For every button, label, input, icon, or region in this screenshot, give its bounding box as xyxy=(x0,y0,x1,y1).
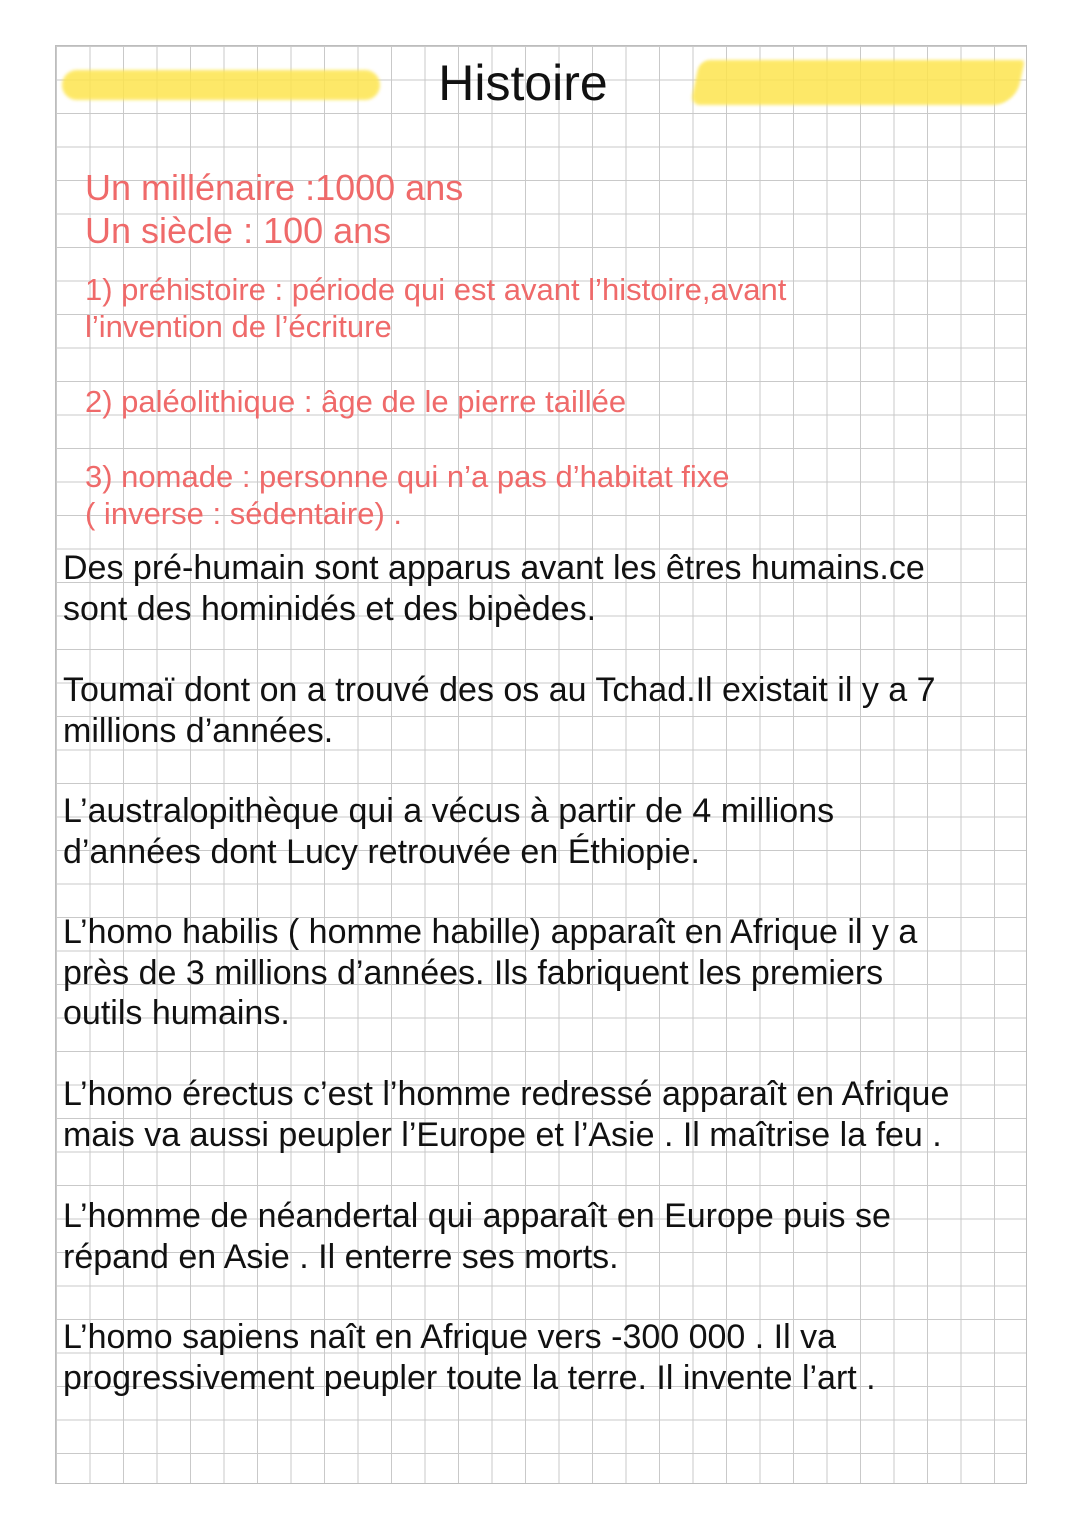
definition-nomade-line2: ( inverse : sédentaire) . xyxy=(85,496,403,531)
definition-millenaire: Un millénaire :1000 ans xyxy=(85,167,464,208)
paragraph-neandertal: L’homme de néandertal qui apparaît en Europe puis se répand en Asie . Il enterre ses morts. xyxy=(63,1197,891,1276)
paragraph-pre-humains: Des pré-humain sont apparus avant les êtres humains.ce sont des hominidés et des bipèdes. xyxy=(63,549,925,628)
paragraph-homo-habilis: L’homo habilis ( homme habille) apparaît en Afrique il y a près de 3 millions d’années. Ils fabriquent les premiers outils humains. xyxy=(63,913,918,1032)
paragraph-homo-sapiens: L’homo sapiens naît en Afrique vers -300 000 . Il va progressivement peupler toute la terre. Il invente l’art . xyxy=(63,1318,876,1397)
page-title: Histoire xyxy=(438,55,608,111)
definition-nomade-line1: 3) nomade : personne qui n’a pas d’habitat fixe xyxy=(85,459,730,494)
paragraph-toumai: Toumaï dont on a trouvé des os au Tchad.Il existait il y a 7 millions d’années. xyxy=(63,671,936,750)
definition-prehistoire-line1: 1) préhistoire : période qui est avant l’histoire,avant xyxy=(85,272,787,307)
definition-prehistoire-line2: l’invention de l’écriture xyxy=(85,309,392,344)
definition-paleolithique: 2) paléolithique : âge de le pierre taillée xyxy=(85,384,627,419)
definition-siecle: Un siècle : 100 ans xyxy=(85,210,392,251)
paragraph-australopitheque: L’australopithèque qui a vécus à partir de 4 millions d’années dont Lucy retrouvée en Éthiopie. xyxy=(63,792,835,871)
paragraph-homo-erectus: L’homo érectus c’est l’homme redressé apparaît en Afrique mais va aussi peupler l’Europe et l’Asie . Il maîtrise la feu . xyxy=(63,1075,950,1154)
